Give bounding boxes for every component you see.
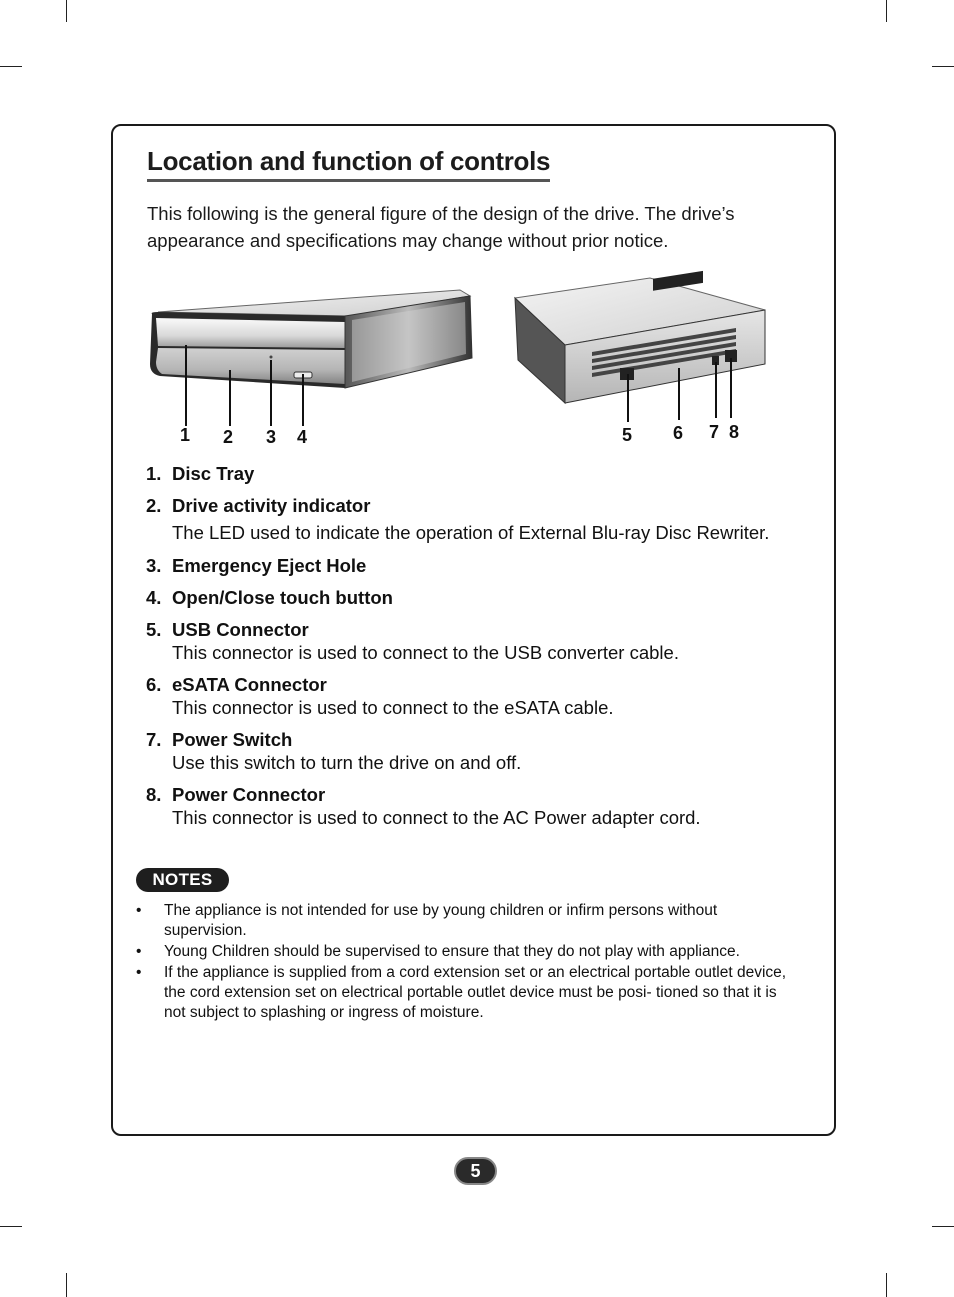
intro-paragraph: This following is the general figure of the design of the drive. The drive’s appearance and specifications may change without prior notice. bbox=[147, 203, 735, 251]
item-number: 2. bbox=[146, 495, 162, 516]
item-number: 4. bbox=[146, 587, 162, 608]
list-item bbox=[146, 618, 826, 664]
note-item bbox=[136, 963, 796, 1023]
note-text: The appliance is not intended for use by young children or infirm persons without supervision. bbox=[164, 902, 718, 939]
item-description: The LED used to indicate the operation of External Blu-ray Disc Rewriter. bbox=[172, 522, 770, 543]
list-item bbox=[146, 494, 826, 544]
callout-label: 5 bbox=[622, 425, 633, 445]
callout-label: 1 bbox=[180, 425, 191, 445]
crop-mark bbox=[66, 0, 67, 22]
item-number: 5. bbox=[146, 619, 162, 640]
note-item bbox=[136, 942, 796, 962]
item-number: 6. bbox=[146, 674, 162, 695]
callout-label: 4 bbox=[297, 427, 308, 447]
crop-mark bbox=[932, 66, 954, 67]
item-title: USB Connector bbox=[172, 619, 309, 640]
crop-mark bbox=[0, 1226, 22, 1227]
note-item bbox=[136, 901, 796, 941]
crop-mark bbox=[66, 1273, 67, 1297]
callout-label: 3 bbox=[266, 427, 277, 447]
item-number: 3. bbox=[146, 555, 162, 576]
crop-mark bbox=[886, 0, 887, 22]
drive-figure bbox=[140, 270, 780, 450]
item-title: Power Switch bbox=[172, 729, 293, 750]
bullet-icon: • bbox=[136, 902, 142, 919]
callout-label: 8 bbox=[729, 422, 740, 442]
crop-mark bbox=[0, 66, 22, 67]
note-text: Young Children should be supervised to ensure that they do not play with appliance. bbox=[164, 943, 740, 960]
notes-list bbox=[136, 901, 796, 1024]
item-description: Use this switch to turn the drive on and off. bbox=[172, 752, 522, 773]
list-item bbox=[146, 554, 826, 577]
controls-list bbox=[146, 462, 826, 838]
item-title: Emergency Eject Hole bbox=[172, 555, 367, 576]
page-title: Location and function of controls bbox=[147, 146, 550, 182]
note-text: If the appliance is supplied from a cord extension set or an electrical portable outlet device, the cord extension set on electrical portable outlet device must be posi- tioned so that it is not subject to splashing or ingress of moisture. bbox=[164, 964, 787, 1021]
item-title: Disc Tray bbox=[172, 463, 255, 484]
item-number: 8. bbox=[146, 784, 162, 805]
crop-mark bbox=[886, 1273, 887, 1297]
crop-mark bbox=[932, 1226, 954, 1227]
drive-front-view bbox=[150, 290, 472, 426]
callout-label: 2 bbox=[223, 427, 234, 447]
callout-label: 7 bbox=[709, 422, 720, 442]
item-title: Drive activity indicator bbox=[172, 495, 371, 516]
list-item bbox=[146, 783, 826, 829]
item-number: 1. bbox=[146, 463, 162, 484]
page-number: 5 bbox=[454, 1157, 497, 1185]
item-description: This connector is used to connect to the eSATA cable. bbox=[172, 697, 614, 718]
item-title: eSATA Connector bbox=[172, 674, 327, 695]
drive-rear-view bbox=[515, 271, 765, 422]
list-item bbox=[146, 586, 826, 609]
item-description: This connector is used to connect to the AC Power adapter cord. bbox=[172, 807, 701, 828]
item-description: This connector is used to connect to the USB converter cable. bbox=[172, 642, 679, 663]
item-title: Power Connector bbox=[172, 784, 326, 805]
bullet-icon: • bbox=[136, 964, 142, 981]
item-number: 7. bbox=[146, 729, 162, 750]
list-item bbox=[146, 462, 826, 485]
callout-label: 6 bbox=[673, 423, 684, 443]
item-title: Open/Close touch button bbox=[172, 587, 393, 608]
list-item bbox=[146, 673, 826, 719]
list-item bbox=[146, 728, 826, 774]
bullet-icon: • bbox=[136, 943, 142, 960]
notes-badge: NOTES bbox=[136, 868, 229, 892]
